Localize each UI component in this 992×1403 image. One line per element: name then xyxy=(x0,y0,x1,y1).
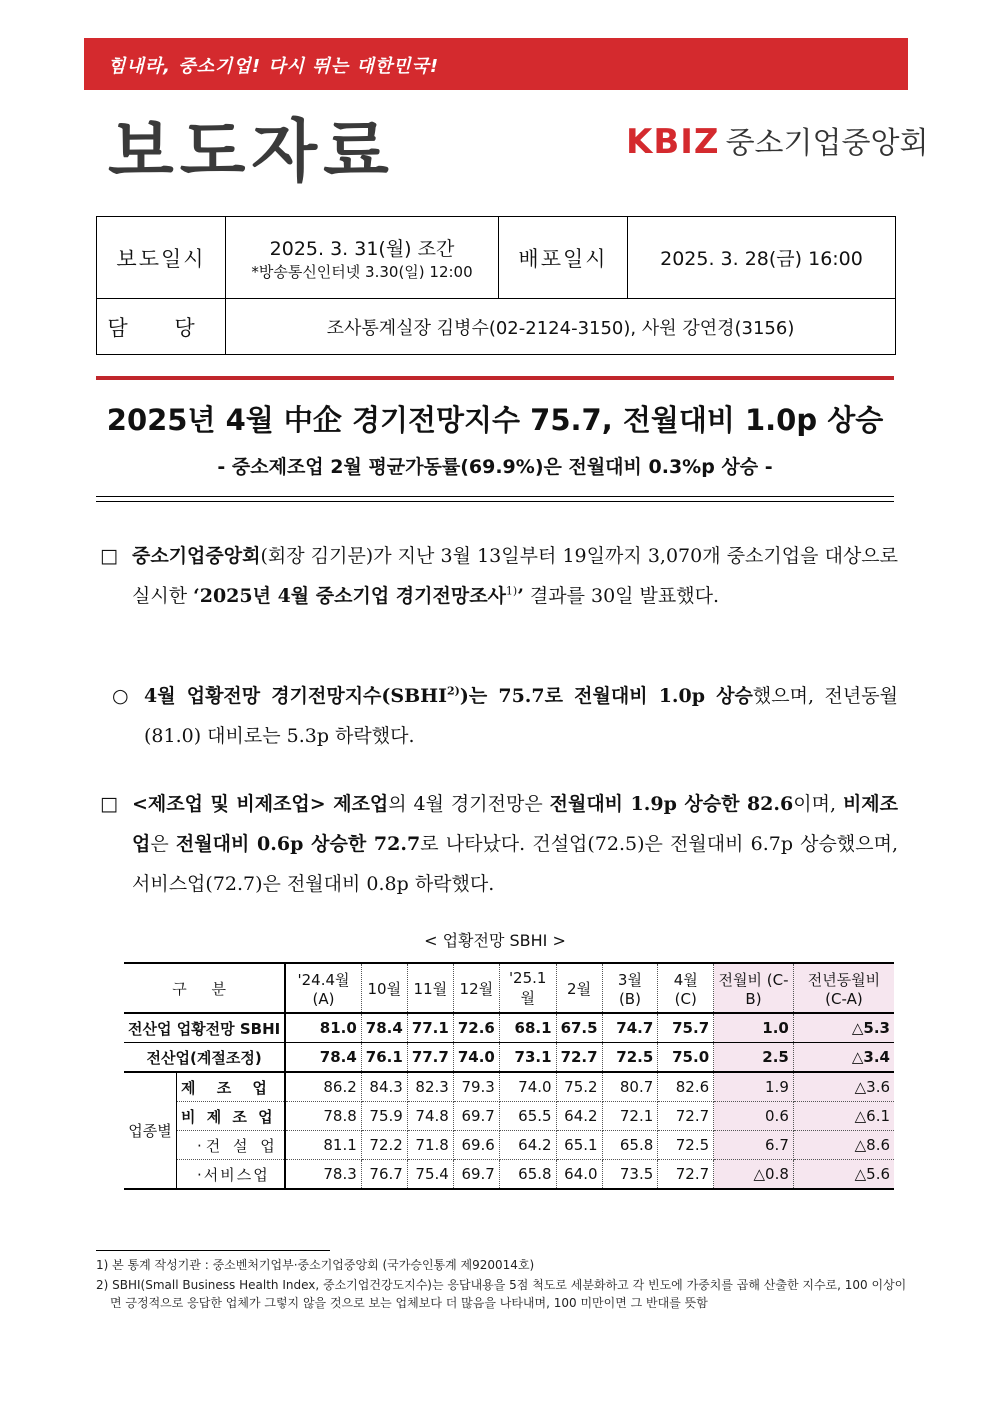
table-row xyxy=(124,1102,894,1131)
table-row xyxy=(124,1160,894,1190)
p3-text-4: 로 나타났다. 건설업(72.5)은 전월대비 6.7p 상승했으며, 서비스업(72.7)은 전월대비 0.8p 하락했다. xyxy=(132,833,898,895)
header-col-6: 3월 (B) xyxy=(602,963,658,1013)
header-col-5: 2월 xyxy=(556,963,602,1013)
header-col-7: 4월 (C) xyxy=(658,963,714,1013)
logo-kbiz-text: KBIZ xyxy=(626,122,720,162)
group-label: 업종별 xyxy=(124,1072,177,1189)
logo-org-text: 중소기업중앙회 xyxy=(725,126,929,161)
table-row xyxy=(124,1013,894,1043)
cell: △6.1 xyxy=(793,1102,894,1131)
cell: 78.3 xyxy=(285,1160,361,1190)
cell: 75.7 xyxy=(658,1013,714,1043)
contact-label: 담 당 xyxy=(97,299,226,355)
cell: 1.9 xyxy=(714,1072,794,1102)
row-label: 비 제 조 업 xyxy=(177,1102,286,1131)
square-bullet-icon: □ xyxy=(100,545,118,567)
row-label: ·건 설 업 xyxy=(177,1131,286,1160)
document-title: 보도자료 xyxy=(108,113,395,192)
cell: 68.1 xyxy=(499,1013,556,1043)
cell: 76.1 xyxy=(361,1043,407,1073)
p3-bold-1: <제조업 및 비제조업> 제조업 xyxy=(132,793,389,815)
cell: 74.7 xyxy=(602,1013,658,1043)
distribution-date-label: 배포일시 xyxy=(499,217,628,299)
cell: 81.0 xyxy=(285,1013,361,1043)
header-category: 구 분 xyxy=(124,963,285,1013)
cell: 75.4 xyxy=(407,1160,453,1190)
cell: 6.7 xyxy=(714,1131,794,1160)
cell: 65.1 xyxy=(556,1131,602,1160)
paragraph-2 xyxy=(96,676,898,756)
cell: 78.8 xyxy=(285,1102,361,1131)
footnote-1: 1) 본 통계 작성기관 : 중소벤처기업부·중소기업중앙회 (국가승인통계 제920014호) xyxy=(96,1258,535,1272)
table-row xyxy=(124,1131,894,1160)
row-label: ·서비스업 xyxy=(177,1160,286,1190)
cell: 72.7 xyxy=(658,1160,714,1190)
header-col-1: 10월 xyxy=(361,963,407,1013)
p2-bold-1: 4월 업황전망 경기전망지수(SBHI xyxy=(144,685,448,707)
cell: 75.0 xyxy=(658,1043,714,1073)
survey-title: ‘2025년 4월 중소기업 경기전망조사 xyxy=(193,585,506,607)
cell: 65.8 xyxy=(499,1160,556,1190)
cell: △0.8 xyxy=(714,1160,794,1190)
cell: 72.5 xyxy=(658,1131,714,1160)
cell: 69.7 xyxy=(453,1160,499,1190)
cell: 72.1 xyxy=(602,1102,658,1131)
cell: 72.5 xyxy=(602,1043,658,1073)
header-col-3: 12월 xyxy=(453,963,499,1013)
cell: 80.7 xyxy=(602,1072,658,1102)
paragraph-1 xyxy=(96,536,898,616)
cell: 64.2 xyxy=(499,1131,556,1160)
cell: 75.2 xyxy=(556,1072,602,1102)
cell: 64.0 xyxy=(556,1160,602,1190)
header-col-0: '24.4월 (A) xyxy=(285,963,361,1013)
cell: 74.0 xyxy=(499,1072,556,1102)
p3-text-3: 은 xyxy=(150,833,176,855)
header-col-8: 전월비 (C-B) xyxy=(714,963,794,1013)
p2-text: 했으며, 전년동월(81.0) 대비로는 5.3p 하락했다. xyxy=(144,685,898,747)
cell: 81.1 xyxy=(285,1131,361,1160)
cell: 67.5 xyxy=(556,1013,602,1043)
header-col-2: 11월 xyxy=(407,963,453,1013)
release-date-cell xyxy=(226,217,499,299)
p3-bold-3: 비제조업 xyxy=(132,793,898,855)
cell: 72.2 xyxy=(361,1131,407,1160)
release-date-label: 보도일시 xyxy=(97,217,226,299)
slogan-banner xyxy=(84,38,908,90)
cell: 86.2 xyxy=(285,1072,361,1102)
cell: 84.3 xyxy=(361,1072,407,1102)
p3-bold-2: 전월대비 1.9p 상승한 82.6 xyxy=(549,793,794,815)
distribution-date: 2025. 3. 28(금) 16:00 xyxy=(628,217,896,299)
p3-text-1: 의 4월 경기전망은 xyxy=(388,793,550,815)
cell: 65.8 xyxy=(602,1131,658,1160)
release-note: *방송통신인터넷 3.30(일) 12:00 xyxy=(251,262,473,281)
cell: 77.7 xyxy=(407,1043,453,1073)
cell: 72.7 xyxy=(556,1043,602,1073)
footnote-ref-2: 2) xyxy=(447,684,460,698)
cell: 82.3 xyxy=(407,1072,453,1102)
cell: 82.6 xyxy=(658,1072,714,1102)
cell: 74.8 xyxy=(407,1102,453,1131)
cell: △3.6 xyxy=(793,1072,894,1102)
cell: 71.8 xyxy=(407,1131,453,1160)
cell: 76.7 xyxy=(361,1160,407,1190)
p2-bold-2: )는 75.7로 전월대비 1.0p 상승 xyxy=(459,685,753,707)
footnote-ref-1: 1) xyxy=(505,584,518,598)
square-bullet-icon: □ xyxy=(100,793,118,815)
release-info-table xyxy=(96,216,896,355)
red-divider xyxy=(96,376,894,380)
contact-value: 조사통계실장 김병수(02-2124-3150), 사원 강연경(3156) xyxy=(226,299,896,355)
sbhi-table xyxy=(124,962,894,1190)
cell: 0.6 xyxy=(714,1102,794,1131)
headline: 2025년 4월 中企 경기전망지수 75.7, 전월대비 1.0p 상승 xyxy=(106,403,884,437)
table-row xyxy=(124,1043,894,1073)
row-label: 제 조 업 xyxy=(177,1072,286,1102)
kbiz-logo xyxy=(626,118,928,162)
table-row xyxy=(124,1072,894,1102)
table-header-row xyxy=(124,963,894,1013)
row-label: 전산업 업황전망 SBHI xyxy=(124,1013,285,1043)
cell: 78.4 xyxy=(285,1043,361,1073)
double-divider xyxy=(96,496,894,502)
release-date: 2025. 3. 31(월) 조간 xyxy=(269,237,455,260)
cell: 69.7 xyxy=(453,1102,499,1131)
p1-text: (회장 김기문)가 지난 3월 13일부터 19일까지 3,070개 중소기업을 대상으로 실시한 xyxy=(132,545,898,607)
p3-bold-4: 전월대비 0.6p 상승한 72.7 xyxy=(175,833,421,855)
header-col-9: 전년동월비 (C-A) xyxy=(793,963,894,1013)
p1-text-end: 결과를 30일 발표했다. xyxy=(523,585,720,607)
cell: 73.1 xyxy=(499,1043,556,1073)
paragraph-3 xyxy=(96,784,898,904)
subheadline: - 중소제조업 2월 평균가동률(69.9%)은 전월대비 0.3%p 상승 - xyxy=(217,456,773,478)
cell: △5.3 xyxy=(793,1013,894,1043)
banner-slogan: 힘내라, 중소기업! 다시 뛰는 대한민국! xyxy=(108,56,440,77)
cell: △5.6 xyxy=(793,1160,894,1190)
cell: 72.6 xyxy=(453,1013,499,1043)
cell: 65.5 xyxy=(499,1102,556,1131)
row-label: 전산업(계절조정) xyxy=(124,1043,285,1073)
cell: 79.3 xyxy=(453,1072,499,1102)
org-name: 중소기업중앙회 xyxy=(132,545,261,567)
cell: 77.1 xyxy=(407,1013,453,1043)
cell: 73.5 xyxy=(602,1160,658,1190)
footnote-2: 2) SBHI(Small Business Health Index, 중소기업건강도지수)는 응답내용을 5점 척도로 세분화하고 각 빈도에 가중치를 곱해 산출한 지수로, 100 이상이면 긍정적으로 응답한 업체가 그렇지 않을 것으로 보는 업체보다 더 많음을 나타내며, 100 미만이면 그 반대를 뜻함 xyxy=(96,1278,907,1310)
p3-text-2: 이며, xyxy=(793,793,843,815)
cell: 2.5 xyxy=(714,1043,794,1073)
survey-title-close: ’ xyxy=(517,585,524,607)
header-col-4: '25.1월 xyxy=(499,963,556,1013)
cell: 69.6 xyxy=(453,1131,499,1160)
cell: 72.7 xyxy=(658,1102,714,1131)
cell: 64.2 xyxy=(556,1102,602,1131)
cell: 74.0 xyxy=(453,1043,499,1073)
cell: 1.0 xyxy=(714,1013,794,1043)
cell: △8.6 xyxy=(793,1131,894,1160)
circle-bullet-icon: ○ xyxy=(112,685,129,707)
cell: 78.4 xyxy=(361,1013,407,1043)
table-caption: < 업황전망 SBHI > xyxy=(424,931,566,950)
cell: △3.4 xyxy=(793,1043,894,1073)
cell: 75.9 xyxy=(361,1102,407,1131)
footnote-divider xyxy=(96,1250,330,1251)
